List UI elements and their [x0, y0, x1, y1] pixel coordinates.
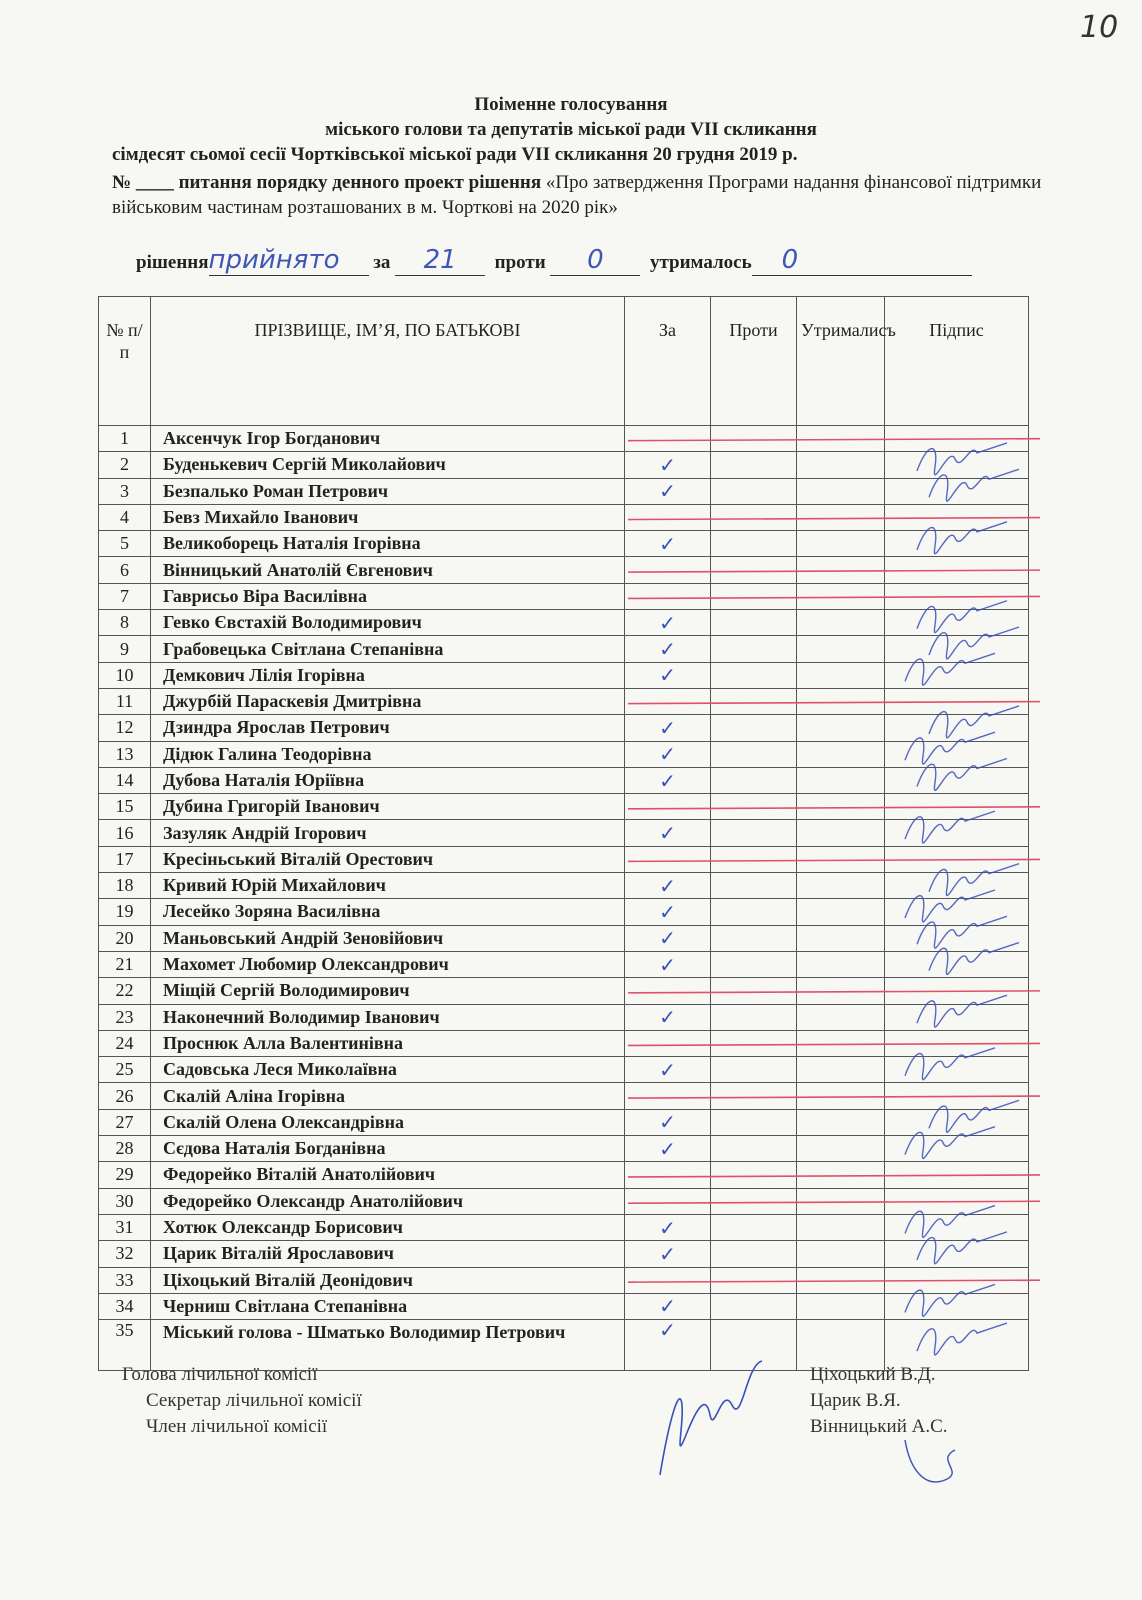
table-row	[99, 426, 1029, 452]
row-vote-against	[711, 478, 797, 504]
row-vote-against	[711, 846, 797, 872]
table-row	[99, 715, 1029, 741]
row-signature	[885, 1214, 1029, 1240]
row-name: Буденькевич Сергій Миколайович	[151, 452, 625, 478]
row-vote-abstained	[797, 978, 885, 1004]
row-signature	[885, 741, 1029, 767]
decision-value: прийнято	[209, 245, 369, 276]
row-number: 19	[99, 899, 151, 925]
row-name: Аксенчук Ігор Богданович	[151, 426, 625, 452]
row-vote-for: ✓	[625, 1057, 711, 1083]
row-vote-abstained	[797, 557, 885, 583]
row-name: Гаврисьо Віра Василівна	[151, 583, 625, 609]
table-row	[99, 504, 1029, 530]
row-vote-against	[711, 688, 797, 714]
row-vote-for: ✓	[625, 478, 711, 504]
row-vote-abstained	[797, 1004, 885, 1030]
row-number: 18	[99, 873, 151, 899]
table-row	[99, 1109, 1029, 1135]
row-number: 21	[99, 951, 151, 977]
row-number: 12	[99, 715, 151, 741]
row-signature	[885, 873, 1029, 899]
row-vote-against	[711, 636, 797, 662]
table-row	[99, 846, 1029, 872]
row-signature	[885, 820, 1029, 846]
row-vote-abstained	[797, 1241, 885, 1267]
row-vote-abstained	[797, 662, 885, 688]
row-vote-abstained	[797, 794, 885, 820]
row-name: Хотюк Олександр Борисович	[151, 1214, 625, 1240]
table-row	[99, 583, 1029, 609]
table-row	[99, 531, 1029, 557]
row-signature	[885, 794, 1029, 820]
footer-role-secretary: Секретар лічильної комісії	[146, 1390, 362, 1411]
row-vote-for: ✓	[625, 1293, 711, 1319]
row-vote-abstained	[797, 741, 885, 767]
row-name: Вінницький Анатолій Євгенович	[151, 557, 625, 583]
row-vote-for: ✓	[625, 452, 711, 478]
row-number: 15	[99, 794, 151, 820]
row-vote-for	[625, 426, 711, 452]
for-value: 21	[395, 245, 485, 276]
row-vote-for: ✓	[625, 1136, 711, 1162]
table-row	[99, 873, 1029, 899]
row-number: 27	[99, 1109, 151, 1135]
row-vote-against	[711, 951, 797, 977]
row-vote-for	[625, 1083, 711, 1109]
row-signature	[885, 452, 1029, 478]
row-vote-abstained	[797, 426, 885, 452]
row-vote-against	[711, 662, 797, 688]
row-vote-against	[711, 1214, 797, 1240]
row-vote-against	[711, 978, 797, 1004]
row-signature	[885, 478, 1029, 504]
row-vote-against	[711, 1136, 797, 1162]
row-vote-against	[711, 925, 797, 951]
row-signature	[885, 610, 1029, 636]
row-name: Лесейко Зоряна Василівна	[151, 899, 625, 925]
session-line: сімдесят сьомої сесії Чортківської міської ради VII скликання 20 грудня 2019 р.	[112, 144, 798, 165]
row-number: 34	[99, 1293, 151, 1319]
row-vote-against	[711, 583, 797, 609]
row-vote-against	[711, 715, 797, 741]
row-vote-for: ✓	[625, 531, 711, 557]
row-name: Безпалько Роман Петрович	[151, 478, 625, 504]
row-signature	[885, 1320, 1029, 1371]
row-vote-abstained	[797, 899, 885, 925]
row-number: 29	[99, 1162, 151, 1188]
row-vote-abstained	[797, 767, 885, 793]
row-name: Гевко Євстахій Володимирович	[151, 610, 625, 636]
table-row	[99, 557, 1029, 583]
footer-role-member: Член лічильної комісії	[146, 1416, 328, 1437]
row-name: Джурбій Параскевія Дмитрівна	[151, 688, 625, 714]
row-name: Скалій Олена Олександрівна	[151, 1109, 625, 1135]
row-vote-against	[711, 1188, 797, 1214]
row-vote-against	[711, 1057, 797, 1083]
row-vote-against	[711, 1030, 797, 1056]
table-row	[99, 688, 1029, 714]
against-label: проти	[494, 252, 546, 273]
col-num: № п/п	[99, 297, 151, 426]
row-vote-for: ✓	[625, 1320, 711, 1371]
row-signature	[885, 1030, 1029, 1056]
row-number: 33	[99, 1267, 151, 1293]
col-for: За	[625, 297, 711, 426]
row-signature	[885, 1057, 1029, 1083]
row-number: 20	[99, 925, 151, 951]
table-row	[99, 741, 1029, 767]
row-number: 11	[99, 688, 151, 714]
row-name: Демкович Лілія Ігорівна	[151, 662, 625, 688]
row-name: Проснюк Алла Валентинівна	[151, 1030, 625, 1056]
page-number: 10	[1080, 10, 1119, 45]
row-vote-abstained	[797, 1083, 885, 1109]
row-vote-for: ✓	[625, 1004, 711, 1030]
table-row	[99, 925, 1029, 951]
row-vote-for	[625, 846, 711, 872]
row-vote-abstained	[797, 504, 885, 530]
row-name: Дзиндра Ярослав Петрович	[151, 715, 625, 741]
row-vote-for: ✓	[625, 767, 711, 793]
row-name: Бевз Михайло Іванович	[151, 504, 625, 530]
row-vote-against	[711, 557, 797, 583]
row-signature	[885, 978, 1029, 1004]
row-name: Садовська Леся Миколаївна	[151, 1057, 625, 1083]
row-vote-abstained	[797, 1214, 885, 1240]
row-vote-abstained	[797, 1320, 885, 1371]
col-signature: Підпис	[885, 297, 1029, 426]
row-signature	[885, 426, 1029, 452]
row-vote-abstained	[797, 688, 885, 714]
row-vote-for	[625, 978, 711, 1004]
row-vote-against	[711, 610, 797, 636]
row-name: Кресіньський Віталій Орестович	[151, 846, 625, 872]
row-vote-against	[711, 794, 797, 820]
footer-name-chair: Ціхоцький В.Д.	[810, 1364, 936, 1385]
table-row	[99, 951, 1029, 977]
row-name: Дідюк Галина Теодорівна	[151, 741, 625, 767]
row-signature	[885, 1267, 1029, 1293]
row-vote-against	[711, 1293, 797, 1319]
table-row	[99, 794, 1029, 820]
row-vote-abstained	[797, 873, 885, 899]
row-number: 17	[99, 846, 151, 872]
row-number: 31	[99, 1214, 151, 1240]
row-name: Міщій Сергій Володимирович	[151, 978, 625, 1004]
row-vote-against	[711, 1241, 797, 1267]
row-signature	[885, 951, 1029, 977]
row-vote-for	[625, 1030, 711, 1056]
table-row	[99, 636, 1029, 662]
row-vote-for: ✓	[625, 925, 711, 951]
row-vote-abstained	[797, 531, 885, 557]
row-number: 14	[99, 767, 151, 793]
member-signature	[905, 1440, 955, 1482]
row-name: Кривий Юрій Михайлович	[151, 873, 625, 899]
vote-result	[136, 245, 972, 276]
row-vote-against	[711, 1109, 797, 1135]
row-number: 6	[99, 557, 151, 583]
row-signature	[885, 1241, 1029, 1267]
row-vote-against	[711, 1162, 797, 1188]
row-number: 8	[99, 610, 151, 636]
row-signature	[885, 557, 1029, 583]
row-signature	[885, 504, 1029, 530]
abstained-label: утрималось	[649, 252, 752, 273]
row-vote-for	[625, 688, 711, 714]
for-label: за	[373, 252, 391, 273]
footer-name-secretary: Царик В.Я.	[810, 1390, 901, 1411]
table-row	[99, 1136, 1029, 1162]
table-row	[99, 1267, 1029, 1293]
table-row	[99, 899, 1029, 925]
row-vote-against	[711, 1083, 797, 1109]
row-vote-against	[711, 452, 797, 478]
row-name: Дубина Григорій Іванович	[151, 794, 625, 820]
doc-subtitle: міського голови та депутатів міської ради VII скликання	[325, 119, 817, 140]
table-row	[99, 1188, 1029, 1214]
row-vote-abstained	[797, 820, 885, 846]
row-vote-for	[625, 504, 711, 530]
row-vote-for	[625, 557, 711, 583]
row-number: 23	[99, 1004, 151, 1030]
table-row	[99, 1162, 1029, 1188]
col-against: Проти	[711, 297, 797, 426]
row-vote-against	[711, 531, 797, 557]
row-name: Царик Віталій Ярославович	[151, 1241, 625, 1267]
row-vote-abstained	[797, 1188, 885, 1214]
row-name: Сєдова Наталія Богданівна	[151, 1136, 625, 1162]
row-signature	[885, 1162, 1029, 1188]
row-name: Грабовецька Світлана Степанівна	[151, 636, 625, 662]
row-signature	[885, 1293, 1029, 1319]
table-row	[99, 1293, 1029, 1319]
table-row	[99, 1030, 1029, 1056]
footer-name-member: Вінницький А.С.	[810, 1416, 948, 1437]
row-vote-for: ✓	[625, 820, 711, 846]
row-number: 2	[99, 452, 151, 478]
row-vote-for: ✓	[625, 1214, 711, 1240]
row-vote-abstained	[797, 1030, 885, 1056]
row-name: Дубова Наталія Юріївна	[151, 767, 625, 793]
row-vote-for: ✓	[625, 1109, 711, 1135]
row-vote-for: ✓	[625, 636, 711, 662]
row-signature	[885, 1004, 1029, 1030]
row-vote-for: ✓	[625, 873, 711, 899]
row-vote-abstained	[797, 636, 885, 662]
row-vote-for: ✓	[625, 662, 711, 688]
row-vote-against	[711, 741, 797, 767]
row-vote-against	[711, 1004, 797, 1030]
row-signature	[885, 846, 1029, 872]
row-vote-abstained	[797, 478, 885, 504]
row-vote-abstained	[797, 583, 885, 609]
agenda-item-prefix: № ____ питання порядку денного проект рішення	[112, 172, 542, 193]
table-row	[99, 478, 1029, 504]
row-signature	[885, 767, 1029, 793]
table-row	[99, 1083, 1029, 1109]
row-number: 10	[99, 662, 151, 688]
row-vote-abstained	[797, 452, 885, 478]
row-vote-abstained	[797, 1293, 885, 1319]
row-vote-for: ✓	[625, 741, 711, 767]
row-vote-abstained	[797, 715, 885, 741]
row-signature	[885, 688, 1029, 714]
row-signature	[885, 1188, 1029, 1214]
table-row	[99, 1241, 1029, 1267]
row-vote-against	[711, 1267, 797, 1293]
row-vote-abstained	[797, 1162, 885, 1188]
agenda-item	[112, 170, 1047, 220]
col-name: ПРІЗВИЩЕ, ІМ’Я, ПО БАТЬКОВІ	[151, 297, 625, 426]
row-vote-abstained	[797, 1267, 885, 1293]
row-signature	[885, 715, 1029, 741]
row-name: Ціхоцький Віталій Деонідович	[151, 1267, 625, 1293]
row-number: 35	[99, 1320, 151, 1371]
decision-label: рішення	[136, 252, 209, 273]
row-name: Федорейко Олександр Анатолійович	[151, 1188, 625, 1214]
row-signature	[885, 583, 1029, 609]
row-vote-against	[711, 1320, 797, 1371]
row-vote-for	[625, 1188, 711, 1214]
row-vote-for	[625, 583, 711, 609]
row-number: 3	[99, 478, 151, 504]
row-number: 5	[99, 531, 151, 557]
row-name: Великоборець Наталія Ігорівна	[151, 531, 625, 557]
row-number: 25	[99, 1057, 151, 1083]
row-number: 4	[99, 504, 151, 530]
doc-title: Поіменне голосування	[474, 94, 668, 115]
row-vote-abstained	[797, 846, 885, 872]
against-value: 0	[550, 245, 640, 276]
row-vote-for: ✓	[625, 610, 711, 636]
row-vote-abstained	[797, 1136, 885, 1162]
row-vote-for: ✓	[625, 899, 711, 925]
col-abstained: Утрималисъ	[797, 297, 885, 426]
row-vote-for: ✓	[625, 715, 711, 741]
row-signature	[885, 925, 1029, 951]
row-name: Федорейко Віталій Анатолійович	[151, 1162, 625, 1188]
row-vote-abstained	[797, 1057, 885, 1083]
row-number: 32	[99, 1241, 151, 1267]
row-name: Зазуляк Андрій Ігорович	[151, 820, 625, 846]
row-name: Маньовський Андрій Зеновійович	[151, 925, 625, 951]
row-signature	[885, 636, 1029, 662]
row-vote-for	[625, 1162, 711, 1188]
row-name: Махомет Любомир Олександрович	[151, 951, 625, 977]
table-row	[99, 1057, 1029, 1083]
row-signature	[885, 662, 1029, 688]
row-vote-against	[711, 820, 797, 846]
row-vote-for: ✓	[625, 1241, 711, 1267]
row-vote-for: ✓	[625, 951, 711, 977]
row-signature	[885, 1109, 1029, 1135]
table-row	[99, 1004, 1029, 1030]
row-name: Наконечний Володимир Іванович	[151, 1004, 625, 1030]
row-vote-abstained	[797, 951, 885, 977]
table-row	[99, 452, 1029, 478]
row-vote-against	[711, 899, 797, 925]
table-row	[99, 820, 1029, 846]
row-name: Черниш Світлана Степанівна	[151, 1293, 625, 1319]
row-signature	[885, 531, 1029, 557]
row-vote-against	[711, 767, 797, 793]
roll-call-table	[98, 296, 1029, 1371]
row-vote-against	[711, 873, 797, 899]
row-vote-for	[625, 1267, 711, 1293]
row-vote-for	[625, 794, 711, 820]
row-vote-against	[711, 504, 797, 530]
footer-role-chair: Голова лічильної комісії	[122, 1364, 318, 1385]
row-number: 22	[99, 978, 151, 1004]
row-number: 26	[99, 1083, 151, 1109]
table-row	[99, 978, 1029, 1004]
table-row	[99, 767, 1029, 793]
row-vote-abstained	[797, 1109, 885, 1135]
row-name: Міський голова - Шматько Володимир Петрович	[151, 1320, 625, 1371]
row-vote-abstained	[797, 925, 885, 951]
abstained-value: 0	[752, 245, 972, 276]
row-signature	[885, 899, 1029, 925]
table-row	[99, 610, 1029, 636]
table-row	[99, 662, 1029, 688]
row-number: 9	[99, 636, 151, 662]
row-number: 7	[99, 583, 151, 609]
row-number: 1	[99, 426, 151, 452]
row-signature	[885, 1136, 1029, 1162]
row-number: 16	[99, 820, 151, 846]
row-number: 24	[99, 1030, 151, 1056]
chair-signature	[660, 1361, 762, 1475]
row-number: 30	[99, 1188, 151, 1214]
row-number: 28	[99, 1136, 151, 1162]
row-number: 13	[99, 741, 151, 767]
row-vote-against	[711, 426, 797, 452]
agenda-item-subject: «Про затвердження Програми надання фінансової підтримки військовим частинам розташованих в м. Чорткові на 2020 рік»	[112, 172, 1042, 218]
table-row	[99, 1214, 1029, 1240]
table-row	[99, 1320, 1029, 1371]
row-name: Скалій Аліна Ігорівна	[151, 1083, 625, 1109]
row-vote-abstained	[797, 610, 885, 636]
row-signature	[885, 1083, 1029, 1109]
